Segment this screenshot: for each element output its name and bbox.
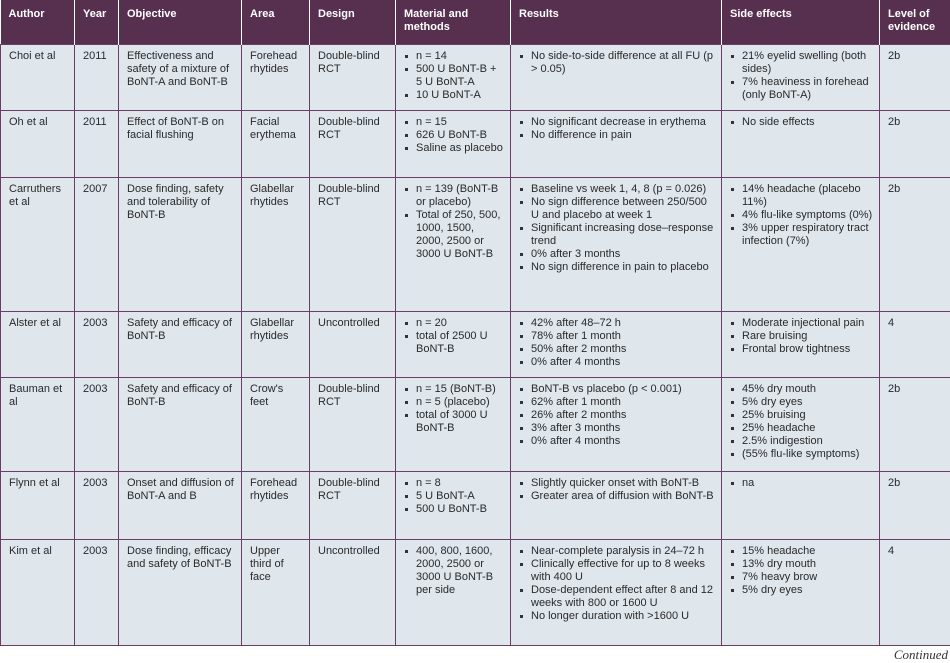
cell-level: 2b — [880, 111, 950, 178]
bullet-list — [519, 183, 715, 274]
list-item: 25% bruising — [730, 409, 873, 422]
list-item: 42% after 48–72 h — [519, 317, 715, 330]
bullet-list — [404, 383, 504, 435]
list-item: 0% after 3 months — [519, 248, 715, 261]
bullet-list — [730, 477, 873, 490]
cell-author: Bauman et al — [1, 378, 75, 472]
column-header: Side effects — [722, 0, 880, 45]
list-item: 62% after 1 month — [519, 396, 715, 409]
list-item: n = 15 (BoNT-B) — [404, 383, 504, 396]
list-item: Saline as placebo — [404, 142, 504, 155]
cell-side-effects — [722, 312, 880, 378]
bullet-list — [404, 545, 504, 597]
list-item: 50% after 2 months — [519, 343, 715, 356]
list-item: total of 3000 U BoNT-B — [404, 409, 504, 435]
column-header: Area — [242, 0, 310, 45]
list-item: 3% after 3 months — [519, 422, 715, 435]
cell-objective: Effect of BoNT-B on facial flushing — [119, 111, 242, 178]
cell-methods — [396, 378, 511, 472]
list-item: Slightly quicker onset with BoNT-B — [519, 477, 715, 490]
table-row — [1, 45, 950, 111]
list-item: 7% heavy brow — [730, 571, 873, 584]
list-item: Clinically effective for up to 8 weeks with 400 U — [519, 558, 715, 584]
list-item: 500 U BoNT-B + 5 U BoNT-A — [404, 63, 504, 89]
table-row — [1, 540, 950, 646]
list-item: n = 139 (BoNT-B or placebo) — [404, 183, 504, 209]
bullet-list — [519, 317, 715, 369]
bullet-list — [730, 183, 873, 248]
bullet-list — [519, 545, 715, 623]
cell-design: Double-blind RCT — [310, 472, 396, 540]
bullet-list — [730, 50, 873, 102]
cell-objective: Safety and efficacy of BoNT-B — [119, 378, 242, 472]
cell-results — [511, 378, 722, 472]
list-item: Moderate injectional pain — [730, 317, 873, 330]
list-item: No significant decrease in erythema — [519, 116, 715, 129]
bullet-list — [519, 477, 715, 503]
cell-side-effects — [722, 378, 880, 472]
cell-design: Uncontrolled — [310, 312, 396, 378]
cell-results — [511, 540, 722, 646]
list-item: 21% eyelid swelling (both sides) — [730, 50, 873, 76]
bullet-list — [404, 50, 504, 102]
cell-results — [511, 312, 722, 378]
list-item: No longer duration with >1600 U — [519, 610, 715, 623]
cell-methods — [396, 45, 511, 111]
cell-results — [511, 45, 722, 111]
list-item: No sign difference between 250/500 U and placebo at week 1 — [519, 196, 715, 222]
list-item: 0% after 4 months — [519, 356, 715, 369]
cell-level: 2b — [880, 45, 950, 111]
bullet-list — [730, 545, 873, 597]
list-item: 0% after 4 months — [519, 435, 715, 448]
list-item: No side effects — [730, 116, 873, 129]
list-item: na — [730, 477, 873, 490]
table-row — [1, 312, 950, 378]
cell-area: Facial erythema — [242, 111, 310, 178]
column-header: Year — [75, 0, 119, 45]
cell-side-effects — [722, 178, 880, 312]
column-header: Level of evidence — [880, 0, 950, 45]
cell-area: Forehead rhytides — [242, 45, 310, 111]
cell-area: Glabellar rhytides — [242, 178, 310, 312]
list-item: 5 U BoNT-A — [404, 490, 504, 503]
column-header: Objective — [119, 0, 242, 45]
table-row — [1, 178, 950, 312]
cell-level: 4 — [880, 540, 950, 646]
cell-year: 2003 — [75, 378, 119, 472]
cell-methods — [396, 178, 511, 312]
cell-year: 2003 — [75, 540, 119, 646]
list-item: total of 2500 U BoNT-B — [404, 330, 504, 356]
list-item: BoNT-B vs placebo (p < 0.001) — [519, 383, 715, 396]
cell-results — [511, 472, 722, 540]
cell-year: 2011 — [75, 45, 119, 111]
table-row — [1, 111, 950, 178]
list-item: n = 15 — [404, 116, 504, 129]
list-item: 78% after 1 month — [519, 330, 715, 343]
list-item: Dose-dependent effect after 8 and 12 weeks with 800 or 1600 U — [519, 584, 715, 610]
list-item: 10 U BoNT-A — [404, 89, 504, 102]
cell-author: Kim et al — [1, 540, 75, 646]
cell-methods — [396, 312, 511, 378]
list-item: 7% heaviness in forehead (only BoNT-A) — [730, 76, 873, 102]
cell-level: 2b — [880, 178, 950, 312]
cell-design: Double-blind RCT — [310, 178, 396, 312]
cell-year: 2003 — [75, 312, 119, 378]
cell-year: 2011 — [75, 111, 119, 178]
cell-side-effects — [722, 111, 880, 178]
cell-design: Double-blind RCT — [310, 45, 396, 111]
list-item: No sign difference in pain to placebo — [519, 261, 715, 274]
cell-author: Choi et al — [1, 45, 75, 111]
list-item: 400, 800, 1600, 2000, 2500 or 3000 U BoNT-B per side — [404, 545, 504, 597]
bullet-list — [519, 383, 715, 448]
list-item: Rare bruising — [730, 330, 873, 343]
list-item: n = 8 — [404, 477, 504, 490]
cell-side-effects — [722, 472, 880, 540]
list-item: Greater area of diffusion with BoNT-B — [519, 490, 715, 503]
list-item: 5% dry eyes — [730, 396, 873, 409]
column-header: Design — [310, 0, 396, 45]
list-item: 15% headache — [730, 545, 873, 558]
cell-methods — [396, 540, 511, 646]
list-item: Baseline vs week 1, 4, 8 (p = 0.026) — [519, 183, 715, 196]
bullet-list — [404, 183, 504, 261]
list-item: 2.5% indigestion — [730, 435, 873, 448]
list-item: 4% flu-like symptoms (0%) — [730, 209, 873, 222]
list-item: 3% upper respiratory tract infection (7%) — [730, 222, 873, 248]
cell-results — [511, 111, 722, 178]
cell-level: 2b — [880, 472, 950, 540]
list-item: 5% dry eyes — [730, 584, 873, 597]
cell-year: 2003 — [75, 472, 119, 540]
list-item: 25% headache — [730, 422, 873, 435]
table-row — [1, 378, 950, 472]
list-item: Total of 250, 500, 1000, 1500, 2000, 2500 or 3000 U BoNT-B — [404, 209, 504, 261]
list-item: 45% dry mouth — [730, 383, 873, 396]
list-item: n = 5 (placebo) — [404, 396, 504, 409]
cell-level: 2b — [880, 378, 950, 472]
cell-area: Upper third of face — [242, 540, 310, 646]
bullet-list — [519, 116, 715, 142]
cell-area: Crow's feet — [242, 378, 310, 472]
cell-author: Alster et al — [1, 312, 75, 378]
bullet-list — [404, 116, 504, 155]
bullet-list — [404, 477, 504, 516]
list-item: (55% flu-like symptoms) — [730, 448, 873, 461]
list-item: 14% headache (placebo 11%) — [730, 183, 873, 209]
column-header: Material and methods — [396, 0, 511, 45]
cell-author: Oh et al — [1, 111, 75, 178]
bullet-list — [730, 116, 873, 129]
column-header: Author — [1, 0, 75, 45]
continued-note: Continued — [894, 647, 948, 663]
column-header: Results — [511, 0, 722, 45]
list-item: No side-to-side difference at all FU (p > 0.05) — [519, 50, 715, 76]
list-item: n = 14 — [404, 50, 504, 63]
bullet-list — [730, 317, 873, 356]
cell-objective: Onset and diffusion of BoNT-A and B — [119, 472, 242, 540]
cell-objective: Dose finding, efficacy and safety of BoNT-B — [119, 540, 242, 646]
cell-objective: Safety and efficacy of BoNT-B — [119, 312, 242, 378]
list-item: Significant increasing dose–response trend — [519, 222, 715, 248]
cell-objective: Dose finding, safety and tolerability of BoNT-B — [119, 178, 242, 312]
cell-design: Uncontrolled — [310, 540, 396, 646]
cell-methods — [396, 111, 511, 178]
cell-design: Double-blind RCT — [310, 378, 396, 472]
table-row — [1, 472, 950, 540]
cell-area: Glabellar rhytides — [242, 312, 310, 378]
cell-side-effects — [722, 540, 880, 646]
list-item: 26% after 2 months — [519, 409, 715, 422]
cell-level: 4 — [880, 312, 950, 378]
list-item: Near-complete paralysis in 24–72 h — [519, 545, 715, 558]
cell-methods — [396, 472, 511, 540]
cell-side-effects — [722, 45, 880, 111]
bullet-list — [730, 383, 873, 461]
cell-area: Forehead rhytides — [242, 472, 310, 540]
list-item: n = 20 — [404, 317, 504, 330]
list-item: 500 U BoNT-B — [404, 503, 504, 516]
cell-objective: Effectiveness and safety of a mixture of BoNT-A and BoNT-B — [119, 45, 242, 111]
cell-design: Double-blind RCT — [310, 111, 396, 178]
cell-author: Flynn et al — [1, 472, 75, 540]
list-item: 626 U BoNT-B — [404, 129, 504, 142]
cell-results — [511, 178, 722, 312]
bullet-list — [519, 50, 715, 76]
cell-year: 2007 — [75, 178, 119, 312]
list-item: Frontal brow tightness — [730, 343, 873, 356]
cell-author: Carruthers et al — [1, 178, 75, 312]
bullet-list — [404, 317, 504, 356]
list-item: No difference in pain — [519, 129, 715, 142]
table-header-row — [1, 0, 950, 45]
list-item: 13% dry mouth — [730, 558, 873, 571]
